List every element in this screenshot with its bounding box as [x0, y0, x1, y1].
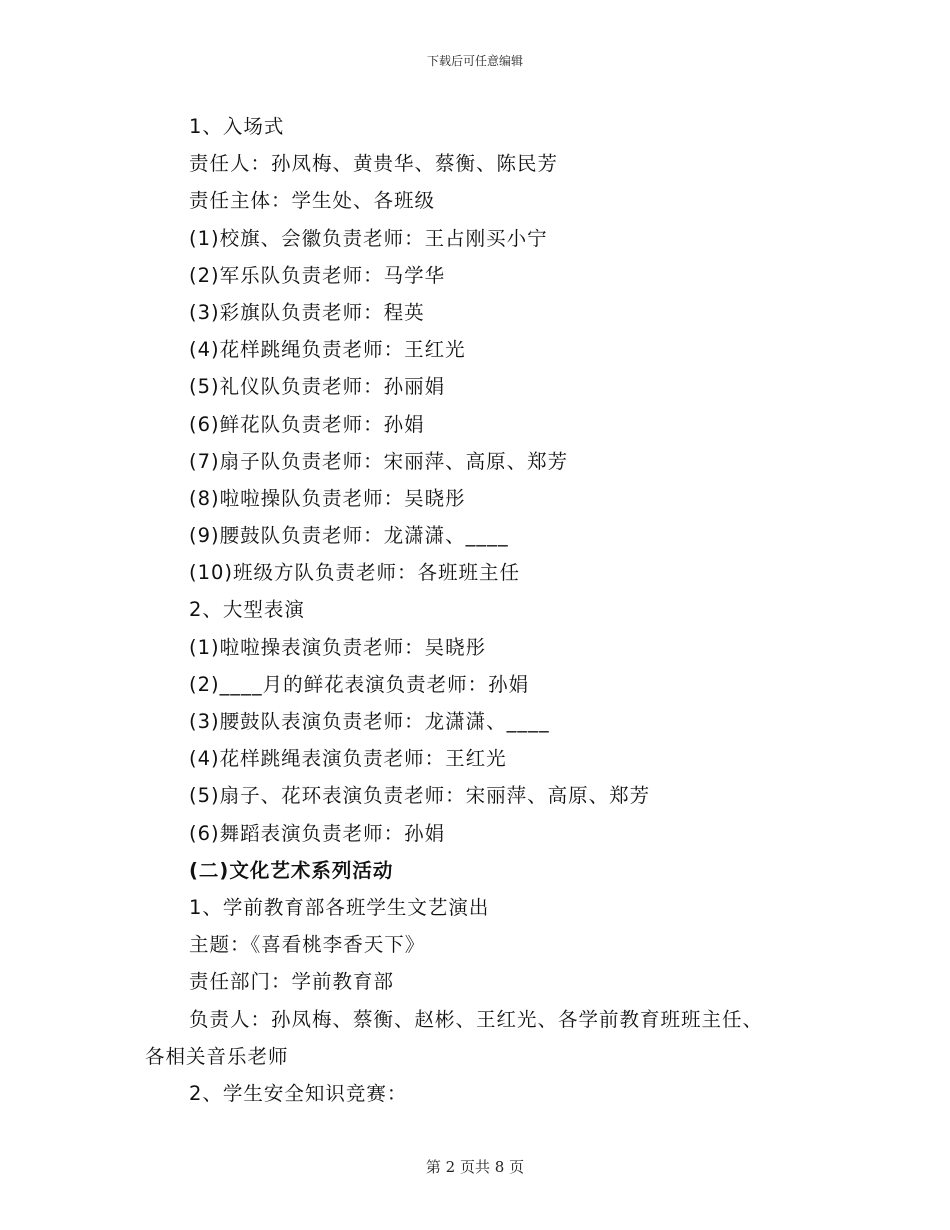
text-line: (8)啦啦操队负责老师：吴晓彤	[189, 486, 466, 510]
text-line: (5)扇子、花环表演负责老师：宋丽萍、高原、郑芳	[189, 784, 651, 808]
text-line: (5)礼仪队负责老师：孙丽娟	[189, 375, 446, 399]
text-line: 各相关音乐老师	[145, 1044, 289, 1068]
text-line: 主题：《喜看桃李香天下》	[189, 933, 426, 957]
page-header: 下载后可任意编辑	[426, 54, 523, 68]
text-line: 2、学生安全知识竞赛：	[189, 1081, 408, 1105]
text-line: (6)鲜花队负责老师：孙娟	[189, 412, 425, 436]
text-line: (2)____月的鲜花表演负责老师：孙娟	[189, 672, 530, 696]
text-line: (1)啦啦操表演负责老师：吴晓彤	[189, 635, 487, 659]
text-line: 2、大型表演	[189, 598, 305, 622]
text-line: (4)花样跳绳表演负责老师：王红光	[189, 747, 507, 771]
page-footer: 第 2 页共 8 页	[425, 1158, 525, 1176]
text-line: (3)腰鼓队表演负责老师：龙潇潇、____	[189, 710, 550, 733]
text-line: 责任部门：学前教育部	[189, 970, 395, 994]
text-line: (7)扇子队负责老师：宋丽萍、高原、郑芳	[189, 449, 569, 473]
text-line: 负责人：孙凤梅、蔡衡、赵彬、王红光、各学前教育班班主任、	[189, 1007, 764, 1031]
text-line: (3)彩旗队负责老师：程英	[189, 300, 425, 324]
text-line: (2)军乐队负责老师：马学华	[189, 263, 446, 287]
document-body	[145, 108, 815, 1112]
text-line: (1)校旗、会徽负责老师：王占刚买小宁	[189, 226, 548, 250]
text-line: 1、学前教育部各班学生文艺演出	[189, 895, 490, 919]
text-line: (4)花样跳绳负责老师：王红光	[189, 338, 466, 362]
text-line: 责任人：孙凤梅、黄贵华、蔡衡、陈民芳	[189, 152, 559, 176]
text-line: (9)腰鼓队负责老师：龙潇潇、____	[189, 524, 509, 548]
text-line: 1、入场式	[189, 115, 285, 138]
text-line: 责任主体：学生处、各班级	[189, 189, 436, 213]
text-line: (10)班级方队负责老师：各班班主任	[189, 561, 521, 585]
text-line: (6)舞蹈表演负责老师：孙娟	[189, 821, 446, 845]
section-heading: (二)文化艺术系列活动	[189, 858, 394, 882]
